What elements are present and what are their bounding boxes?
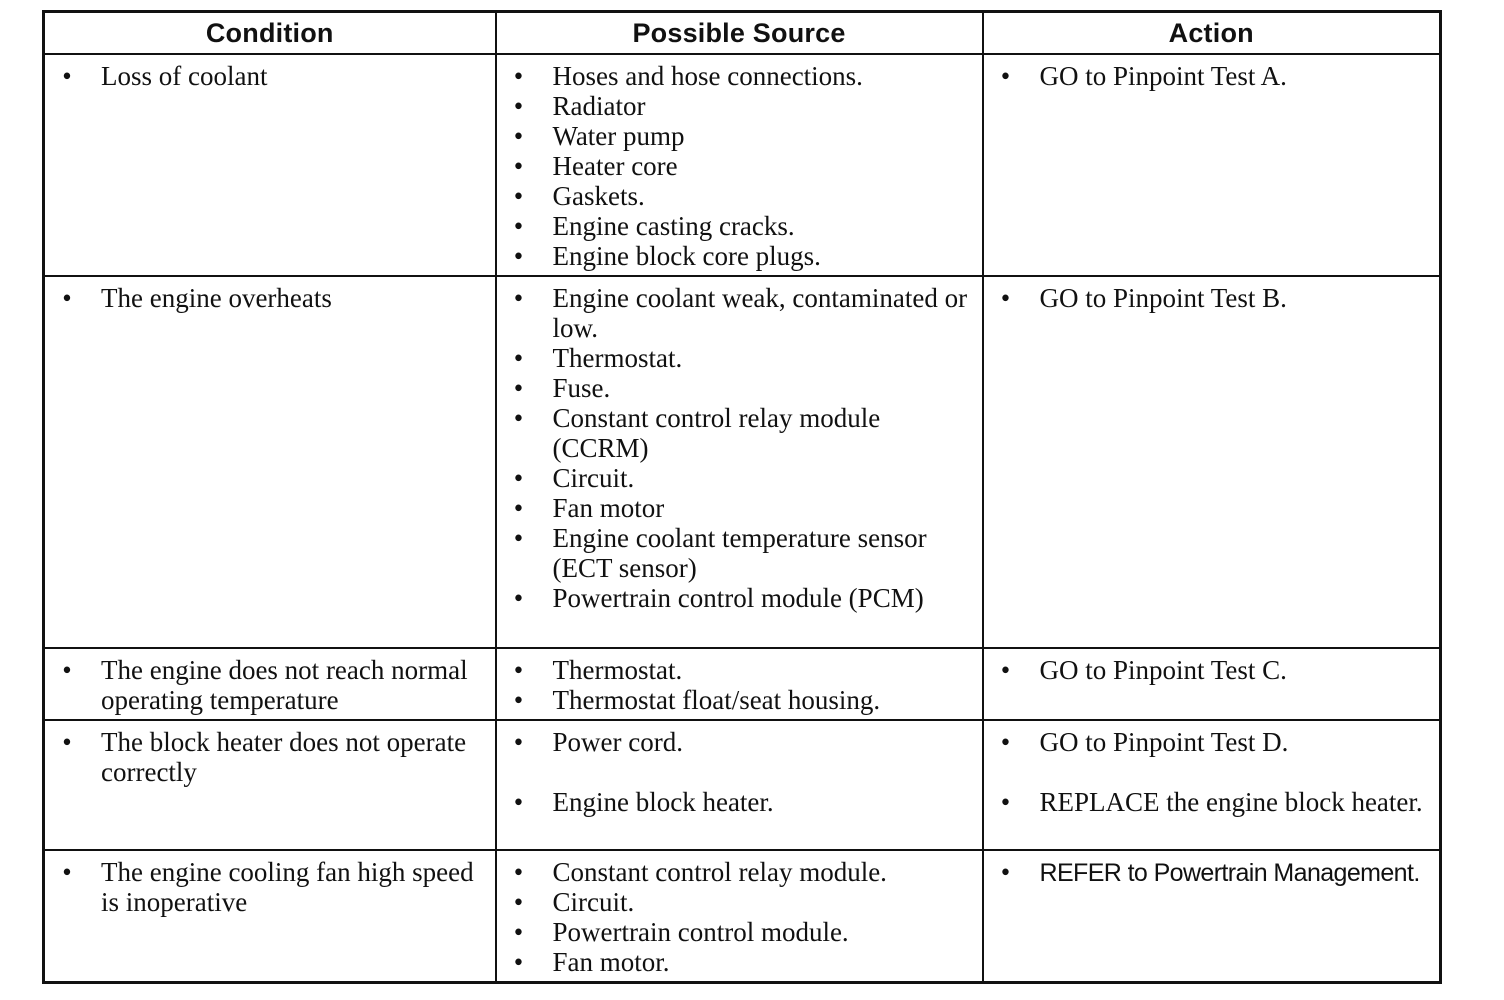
list-item: • Hoses and hose connections. bbox=[497, 61, 982, 91]
header-condition: Condition bbox=[44, 12, 496, 55]
action-cell bbox=[983, 648, 1441, 720]
bullet-icon: • bbox=[62, 61, 72, 91]
bullet-icon: • bbox=[513, 151, 524, 181]
list-item: • Constant control relay module (CCRM) bbox=[497, 403, 982, 463]
list-item: • The block heater does not operate correctly bbox=[45, 727, 495, 787]
bullet-icon: • bbox=[513, 241, 524, 271]
bullet-icon: • bbox=[1000, 61, 1011, 91]
bullet-icon: • bbox=[1000, 727, 1011, 757]
list-item: • Powertrain control module (PCM) bbox=[497, 583, 982, 613]
list-item: • REFER to Powertrain Management. bbox=[984, 857, 1440, 888]
action-cell bbox=[983, 54, 1441, 276]
bullet-icon: • bbox=[513, 343, 524, 373]
bullet-icon: • bbox=[62, 727, 72, 757]
bullet-icon: • bbox=[513, 787, 524, 817]
list-item: • Engine coolant weak, contaminated or low. bbox=[497, 283, 982, 343]
source-cell bbox=[496, 850, 983, 983]
list-item: • GO to Pinpoint Test B. bbox=[984, 283, 1440, 313]
action-cell bbox=[983, 720, 1441, 850]
bullet-icon: • bbox=[513, 685, 524, 715]
header-row bbox=[44, 12, 1441, 55]
source-cell bbox=[496, 720, 983, 850]
list-item: • GO to Pinpoint Test C. bbox=[984, 655, 1440, 685]
list-item: • Fan motor. bbox=[497, 947, 982, 977]
bullet-icon: • bbox=[513, 655, 524, 685]
list-item: • The engine does not reach normal operating temperature bbox=[45, 655, 495, 715]
list-item: • Circuit. bbox=[497, 463, 982, 493]
source-cell bbox=[496, 54, 983, 276]
table-row bbox=[44, 648, 1441, 720]
list-item: • Power cord. bbox=[497, 727, 982, 757]
list-item: • Powertrain control module. bbox=[497, 917, 982, 947]
bullet-icon: • bbox=[513, 523, 524, 553]
table-row bbox=[44, 850, 1441, 983]
list-item: • GO to Pinpoint Test A. bbox=[984, 61, 1440, 91]
action-cell bbox=[983, 276, 1441, 648]
source-cell bbox=[496, 648, 983, 720]
bullet-icon: • bbox=[513, 91, 524, 121]
bullet-icon: • bbox=[513, 61, 524, 91]
condition-cell bbox=[44, 850, 496, 983]
bullet-icon: • bbox=[513, 583, 524, 613]
bullet-icon: • bbox=[513, 211, 524, 241]
bullet-icon: • bbox=[62, 283, 72, 313]
list-item: • Engine block core plugs. bbox=[497, 241, 982, 271]
bullet-icon: • bbox=[513, 493, 524, 523]
list-item: • The engine overheats bbox=[45, 283, 495, 313]
bullet-icon: • bbox=[1000, 283, 1011, 313]
bullet-icon: • bbox=[1000, 787, 1011, 817]
table-row bbox=[44, 54, 1441, 276]
diagnosis-table bbox=[42, 10, 1442, 984]
bullet-icon: • bbox=[513, 463, 524, 493]
bullet-icon: • bbox=[513, 373, 524, 403]
bullet-icon: • bbox=[62, 857, 72, 887]
condition-cell bbox=[44, 648, 496, 720]
bullet-icon: • bbox=[513, 283, 524, 313]
condition-cell bbox=[44, 276, 496, 648]
action-cell bbox=[983, 850, 1441, 983]
bullet-icon: • bbox=[513, 857, 524, 887]
bullet-icon: • bbox=[62, 655, 72, 685]
list-item: • Engine casting cracks. bbox=[497, 211, 982, 241]
bullet-icon: • bbox=[513, 947, 524, 977]
list-item: • Constant control relay module. bbox=[497, 857, 982, 887]
list-item: • Circuit. bbox=[497, 887, 982, 917]
list-item: • Thermostat. bbox=[497, 343, 982, 373]
list-item: • Fuse. bbox=[497, 373, 982, 403]
bullet-icon: • bbox=[1000, 655, 1011, 685]
list-item: • Radiator bbox=[497, 91, 982, 121]
condition-cell bbox=[44, 54, 496, 276]
list-item: • Fan motor bbox=[497, 493, 982, 523]
list-item: • Heater core bbox=[497, 151, 982, 181]
bullet-icon: • bbox=[513, 181, 524, 211]
list-item: • Water pump bbox=[497, 121, 982, 151]
list-item: • Gaskets. bbox=[497, 181, 982, 211]
source-cell bbox=[496, 276, 983, 648]
bullet-icon: • bbox=[513, 727, 524, 757]
bullet-icon: • bbox=[513, 403, 524, 433]
list-item: • Loss of coolant bbox=[45, 61, 495, 91]
list-item: • Engine coolant temperature sensor (ECT sensor) bbox=[497, 523, 982, 583]
list-item: • Thermostat float/seat housing. bbox=[497, 685, 982, 715]
bullet-icon: • bbox=[513, 917, 524, 947]
list-item: • Thermostat. bbox=[497, 655, 982, 685]
list-item: • GO to Pinpoint Test D. bbox=[984, 727, 1440, 757]
table-row bbox=[44, 720, 1441, 850]
bullet-icon: • bbox=[1000, 857, 1011, 887]
bullet-icon: • bbox=[513, 121, 524, 151]
bullet-icon: • bbox=[513, 887, 524, 917]
condition-cell bbox=[44, 720, 496, 850]
list-item: • The engine cooling fan high speed is inoperative bbox=[45, 857, 495, 917]
header-action: Action bbox=[983, 12, 1441, 55]
header-possible-source: Possible Source bbox=[496, 12, 983, 55]
table-row bbox=[44, 276, 1441, 648]
list-item: • Engine block heater. bbox=[497, 787, 982, 817]
list-item: • REPLACE the engine block heater. bbox=[984, 787, 1440, 817]
